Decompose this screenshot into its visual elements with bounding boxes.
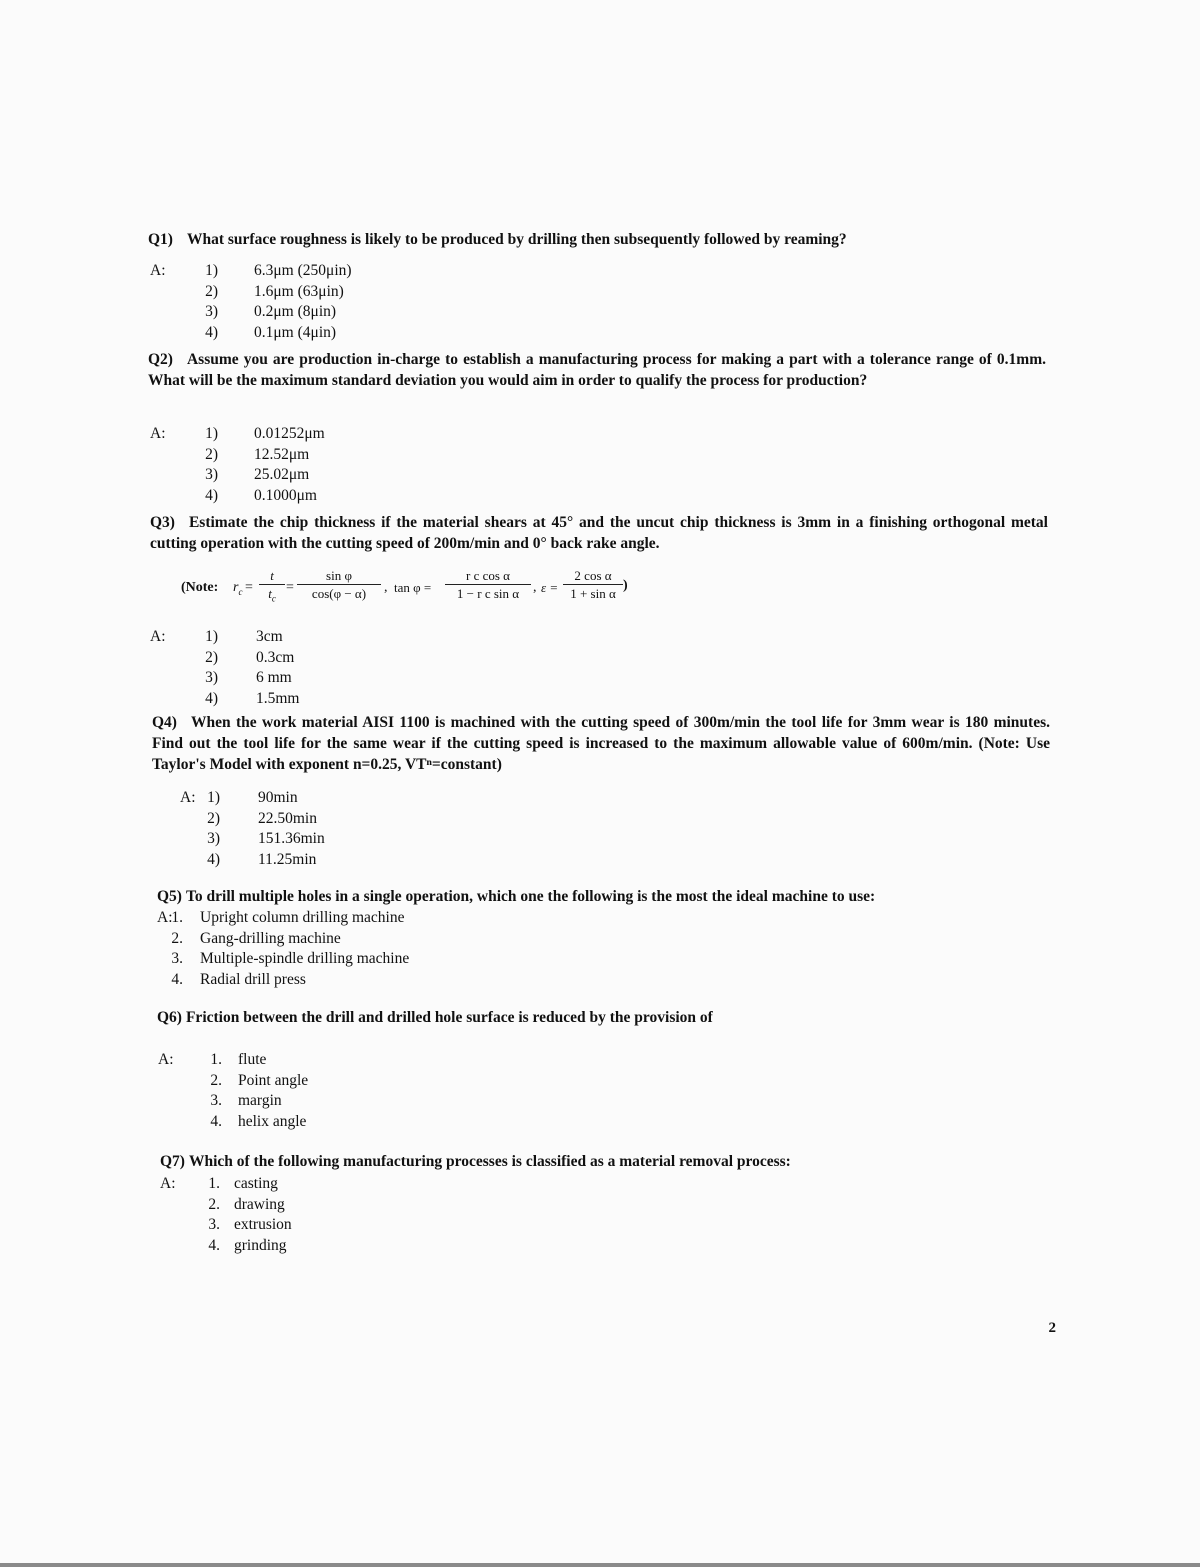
epsilon: ε = bbox=[541, 580, 559, 595]
option-item: 3) 0.2μm (8μin) bbox=[205, 303, 337, 320]
option-item: 3. Multiple-spindle drilling machine bbox=[171, 950, 410, 967]
answer-block-5 bbox=[157, 908, 557, 990]
question-3 bbox=[150, 512, 1048, 554]
option-item: 4) 11.25min bbox=[207, 850, 317, 868]
question-number: Q2) bbox=[148, 351, 173, 368]
question-6 bbox=[157, 1007, 1037, 1028]
option-item: 4. grinding bbox=[208, 1236, 287, 1254]
option-item: 2. Gang-drilling machine bbox=[171, 929, 341, 947]
question-1 bbox=[148, 229, 1048, 250]
rc-symbol: $r_c$ bbox=[233, 580, 243, 597]
question-text: To drill multiple holes in a single operation, which one the following is the most the ideal machine to use: bbox=[185, 888, 876, 905]
option-item: 4. Radial drill press bbox=[171, 970, 306, 988]
option-item: 4. helix angle bbox=[210, 1112, 307, 1130]
answer-block-3 bbox=[150, 627, 550, 709]
answer-block-7 bbox=[160, 1174, 560, 1256]
fraction-t-over-tc: $\frac{t}{t_c}$ bbox=[259, 567, 285, 608]
option-item: 1) 90min bbox=[207, 789, 298, 806]
question-number: Q6) bbox=[157, 1009, 182, 1026]
question-2 bbox=[148, 349, 1046, 391]
option-item: 3) 25.02μm bbox=[205, 466, 310, 483]
page-number: 2 bbox=[1048, 1320, 1056, 1336]
option-item: 1) 6.3μm (250μin) bbox=[205, 262, 352, 279]
option-item: 1) 0.01252μm bbox=[205, 425, 325, 442]
answer-label: A: bbox=[160, 1175, 176, 1192]
option-item: 4) 1.5mm bbox=[205, 689, 300, 707]
option-item: 1. casting bbox=[208, 1175, 278, 1192]
tan-phi: tan φ = bbox=[394, 580, 432, 595]
question-text: Estimate the chip thickness if the material shears at 45° and the uncut chip thickness is 3mm in a finishing orthogonal metal cutting operation with the cutting speed of 200m/min and 0° back rake angle. bbox=[150, 514, 1048, 552]
answer-block-2 bbox=[150, 424, 550, 506]
option-item: 2. Point angle bbox=[210, 1071, 309, 1089]
fraction-sin-over-cos: $\frac{\text{sin φ}}{\cos(\varphi - \alpha)}$ bbox=[297, 567, 381, 603]
option-item: 3) 6 mm bbox=[205, 669, 292, 686]
option-item: 1. flute bbox=[210, 1051, 267, 1068]
answer-label: A: bbox=[150, 425, 166, 442]
question-number: Q7) bbox=[160, 1153, 185, 1170]
question-4 bbox=[152, 712, 1050, 775]
question-text: Which of the following manufacturing processes is classified as a material removal process: bbox=[188, 1153, 791, 1170]
option-item: 2) 12.52μm bbox=[205, 445, 310, 463]
fraction-tan-phi: $\frac{\text{r c cos α}}{\text{1 − r c sin α}}$ bbox=[445, 567, 531, 603]
question-text: What surface roughness is likely to be produced by drilling then subsequently followed by reaming? bbox=[186, 231, 847, 248]
answer-block-4 bbox=[180, 788, 580, 870]
answer-block-1 bbox=[150, 261, 550, 343]
question-number: Q4) bbox=[152, 714, 177, 731]
answer-block-6 bbox=[158, 1050, 558, 1132]
question-text: Assume you are production in-charge to establish a manufacturing process for making a part with a tolerance range of 0.1mm. What will be the maximum standard deviation you would aim in order to qualify the process for production? bbox=[148, 351, 1046, 389]
answer-label: A: bbox=[158, 1051, 174, 1068]
question-number: Q5) bbox=[157, 888, 182, 905]
question-text: When the work material AISI 1100 is machined with the cutting speed of 300m/min the tool life for 3mm wear is 180 minutes. Find out the tool life for the same wear if the cutting speed is increased to the maximum allowable value of 600m/min. (Note: Use Taylor's Model with exponent n=0.25, VTⁿ=constant) bbox=[152, 714, 1050, 773]
fraction-epsilon: $\frac{\text{2 cos α}}{\text{1 + sin α}}$ bbox=[563, 567, 623, 603]
note-prefix: (Note: bbox=[181, 580, 219, 595]
option-item: 3. extrusion bbox=[208, 1216, 292, 1233]
question-number: Q3) bbox=[150, 514, 175, 531]
option-item: 1. Upright column drilling machine bbox=[171, 909, 405, 926]
option-item: 2) 0.3cm bbox=[205, 648, 295, 666]
bottom-divider bbox=[0, 1563, 1200, 1567]
question-number: Q1) bbox=[148, 231, 173, 248]
option-item: 2) 22.50min bbox=[207, 809, 317, 827]
option-item: 3) 151.36min bbox=[207, 830, 325, 847]
answer-label: A: bbox=[150, 628, 166, 645]
option-item: 2) 1.6μm (63μin) bbox=[205, 282, 344, 300]
answer-label: A: bbox=[157, 909, 173, 926]
question-5 bbox=[157, 886, 1037, 907]
answer-label: A: bbox=[150, 262, 166, 279]
option-item: 2. drawing bbox=[208, 1195, 285, 1213]
option-item: 4) 0.1μm (4μin) bbox=[205, 323, 337, 341]
formula-note: (Note: $r_c$ = $\frac{t}{t_c}$ = $\frac{\text{sin φ}}{\cos(\varphi - \alpha)}$ , tan φ = $\frac{\text{r c cos α}}{\text{1 − r c sin α}}$ , ε = $\frac{\text{2 cos α}}{\text{1 + sin α}}$ ) bbox=[181, 566, 701, 612]
question-7 bbox=[160, 1151, 1040, 1172]
answer-label: A: bbox=[180, 789, 196, 806]
option-item: 4) 0.1000μm bbox=[205, 486, 317, 504]
option-item: 1) 3cm bbox=[205, 628, 283, 645]
option-item: 3. margin bbox=[210, 1092, 282, 1109]
question-text: Friction between the drill and drilled hole surface is reduced by the provision of bbox=[185, 1009, 713, 1026]
